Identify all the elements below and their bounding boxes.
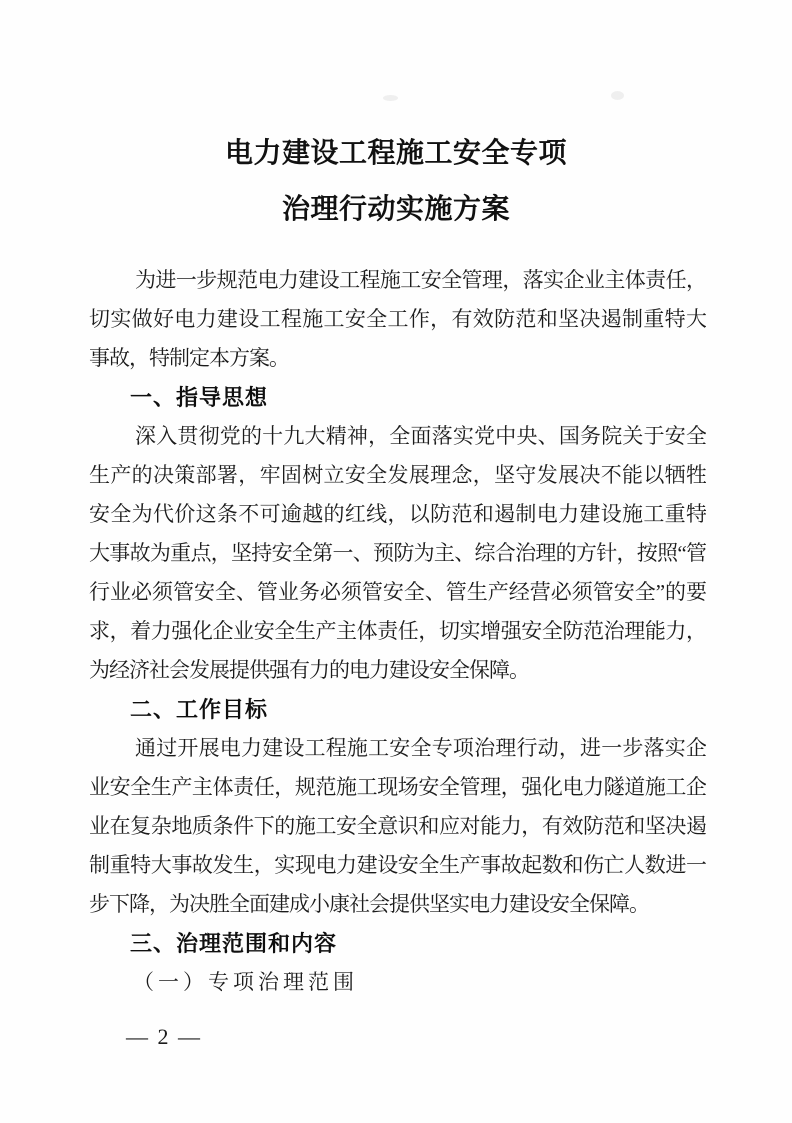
paragraph-line: 为进一步规范电力建设工程施工安全管理，落实企业主体责任， [135,268,706,292]
section-heading-1: 一、指导思想 [130,385,269,410]
scan-artifact [611,91,624,100]
paragraph-line: 切实做好电力建设工程施工安全工作，有效防范和坚决遏制重特大 [89,307,706,331]
section-heading-3: 三、治理范围和内容 [130,931,338,956]
paragraph-line: 业在复杂地质条件下的施工安全意识和应对能力，有效防范和坚决遏 [89,814,706,838]
page-number: — 2 — [126,1024,202,1049]
paragraph-line: 安全为代价这条不可逾越的红线，以防范和遏制电力建设施工重特 [89,502,706,526]
title-line-2: 治理行动实施方案 [281,194,510,225]
paragraph-line: 为经济社会发展提供强有力的电力建设安全保障。 [89,658,529,682]
paragraph-line: 生产的决策部署，牢固树立安全发展理念，坚守发展决不能以牺牲 [89,463,706,487]
title-line-1: 电力建设工程施工安全专项 [224,138,567,169]
sub-section-heading: （一）专项治理范围 [133,970,358,994]
paragraph-line: 深入贯彻党的十九大精神，全面落实党中央、国务院关于安全 [135,424,706,448]
paragraph-line: 大事故为重点，坚持安全第一、预防为主、综合治理的方针，按照“管 [89,541,706,565]
scan-artifact [383,95,398,101]
paragraph-line: 步下降，为决胜全面建成小康社会提供坚实电力建设安全保障。 [89,892,649,916]
paragraph-line: 行业必须管安全、管业务必须管安全、管生产经营必须管安全”的要 [89,580,706,604]
document-title [0,126,792,238]
document-body [89,261,706,1002]
paragraph-line: 制重特大事故发生，实现电力建设安全生产事故起数和伤亡人数进一 [89,853,706,877]
paragraph-line: 业安全生产主体责任，规范施工现场安全管理，强化电力隧道施工企 [89,775,706,799]
paragraph-line: 通过开展电力建设工程施工安全专项治理行动，进一步落实企 [135,736,706,760]
section-heading-2: 二、工作目标 [130,697,269,722]
paragraph-line: 事故，特制定本方案。 [89,346,289,370]
paragraph-line: 求，着力强化企业安全生产主体责任，切实增强安全防范治理能力， [89,619,706,643]
